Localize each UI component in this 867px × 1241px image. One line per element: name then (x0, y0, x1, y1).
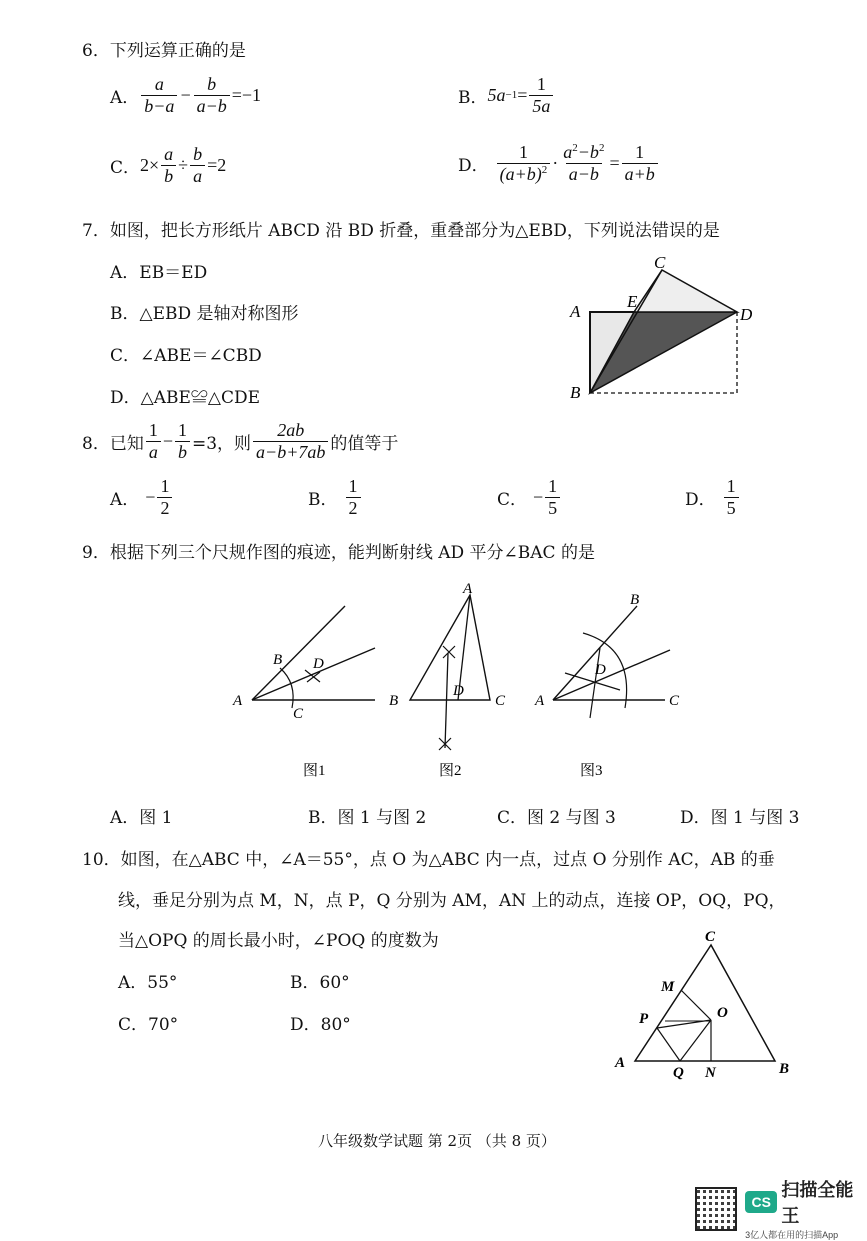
q10-stem-line2: 线，垂足分别为点 M，N，点 P，Q 分别为 AM，AN 上的动点，连接 OP，OQ，PQ， (118, 891, 786, 911)
svg-text:C: C (293, 706, 304, 722)
svg-text:A: A (463, 581, 473, 597)
q8-option-c: C． − $\frac{1}{5}$ (497, 476, 562, 518)
label-c: C (654, 253, 666, 272)
option-label: C． (110, 157, 141, 178)
q9-stem: 9．根据下列三个尺规作图的痕迹，能判断射线 AD 平分∠BAC 的是 (82, 543, 595, 563)
svg-text:N: N (705, 1065, 716, 1081)
svg-text:O: O (717, 1005, 728, 1021)
q10-figure (605, 925, 805, 1085)
q8-option-a: A． − $\frac{1}{2}$ (110, 476, 174, 518)
q6-option-c: C． 2× $\frac{a}{b}$ ÷ $\frac{b}{a}$ =2 (110, 144, 227, 186)
q10-option-b: B．60° (290, 973, 350, 993)
label-b: B (570, 383, 581, 402)
q7-option-b: B．△EBD 是轴对称图形 (110, 304, 299, 324)
svg-text:A: A (535, 693, 545, 709)
svg-text:B: B (779, 1061, 790, 1077)
option-label: D． (458, 155, 489, 176)
svg-text:B: B (389, 693, 399, 709)
triangle-abc (635, 945, 775, 1061)
svg-text:A: A (615, 1055, 626, 1071)
oq (680, 1020, 711, 1061)
q9-fig3 (534, 592, 680, 718)
svg-text:M: M (661, 979, 675, 995)
svg-text:C: C (669, 693, 680, 709)
svg-text:C: C (705, 929, 716, 945)
q9-figures (225, 578, 700, 783)
q9-fig2 (389, 581, 506, 750)
svg-text:D: D (453, 683, 464, 699)
q9-fig1 (232, 606, 375, 722)
svg-text:Q: Q (673, 1065, 684, 1081)
q6-option-a: A． $\frac{a}{b-a}$ − $\frac{b}{a-b}$ =−1 (110, 74, 262, 116)
q9-option-c: C．图 2 与图 3 (497, 808, 616, 828)
q7-figure (560, 248, 780, 408)
om (681, 990, 711, 1020)
caption-fig2: 图2 (439, 763, 462, 779)
qr-code-icon (695, 1187, 737, 1231)
option-label: B． (458, 87, 488, 108)
q10-option-d: D．80° (290, 1015, 351, 1035)
q10-option-a: A．55° (118, 973, 178, 993)
svg-text:P: P (639, 1011, 649, 1027)
svg-text:A: A (233, 693, 243, 709)
q6-option-b: B． 5a −1 = $\frac{1}{5a}$ (458, 74, 555, 116)
svg-text:D: D (595, 662, 606, 678)
q10-stem-line3: 当△OPQ 的周长最小时，∠POQ 的度数为 (118, 931, 439, 951)
q10-option-c: C．70° (118, 1015, 179, 1035)
pq (657, 1028, 680, 1061)
q9-option-a: A．图 1 (110, 808, 173, 828)
q8-option-b: B． $\frac{1}{2}$ (308, 476, 363, 518)
svg-text:D: D (313, 656, 324, 672)
q6-stem: 6．下列运算正确的是 (82, 41, 246, 61)
page-footer: 八年级数学试题 第 2页 （共 8 页） (318, 1132, 556, 1150)
svg-text:B: B (273, 652, 283, 668)
caption-fig3: 图3 (580, 763, 603, 779)
q6-option-d: D． $\frac{1}{(a+b)^2}$ · $\frac{a^2-b^2}{a-b}$ = $\frac{1}{a+b}$ (458, 142, 660, 184)
q7-option-a: A．EB＝ED (110, 263, 208, 283)
q10-stem-line1: 10．如图，在△ABC 中，∠A＝55°，点 O 为△ABC 内一点，过点 O 分别作 AC，AB 的垂 (82, 850, 775, 870)
q7-option-d: D．△ABE≌△CDE (110, 388, 261, 408)
caption-fig1: 图1 (303, 763, 326, 779)
label-d: D (740, 305, 753, 324)
scanner-watermark (695, 1176, 867, 1241)
scanner-name: 扫描全能王 (781, 1180, 854, 1226)
q7-stem: 7．如图，把长方形纸片 ABCD 沿 BD 折叠，重叠部分为△EBD，下列说法错误的是 (82, 221, 720, 241)
svg-text:C: C (495, 693, 506, 709)
q8-option-d: D． $\frac{1}{5}$ (685, 476, 741, 518)
scanner-tagline: 3亿人都在用的扫描App (745, 1230, 839, 1240)
q9-option-d: D．图 1 与图 3 (680, 808, 800, 828)
q8-stem: 8．已知 $\frac{1}{a}$ − $\frac{1}{b}$ =3，则 $\frac{2ab}{a-b+7ab}$ 的值等于 (82, 420, 399, 462)
cs-logo: CS (745, 1191, 777, 1213)
q9-option-b: B．图 1 与图 2 (308, 808, 427, 828)
label-e: E (627, 292, 638, 311)
svg-text:B: B (630, 592, 640, 608)
label-a: A (570, 302, 581, 321)
option-label: A． (110, 87, 140, 108)
q7-option-c: C．∠ABE＝∠CBD (110, 346, 262, 366)
